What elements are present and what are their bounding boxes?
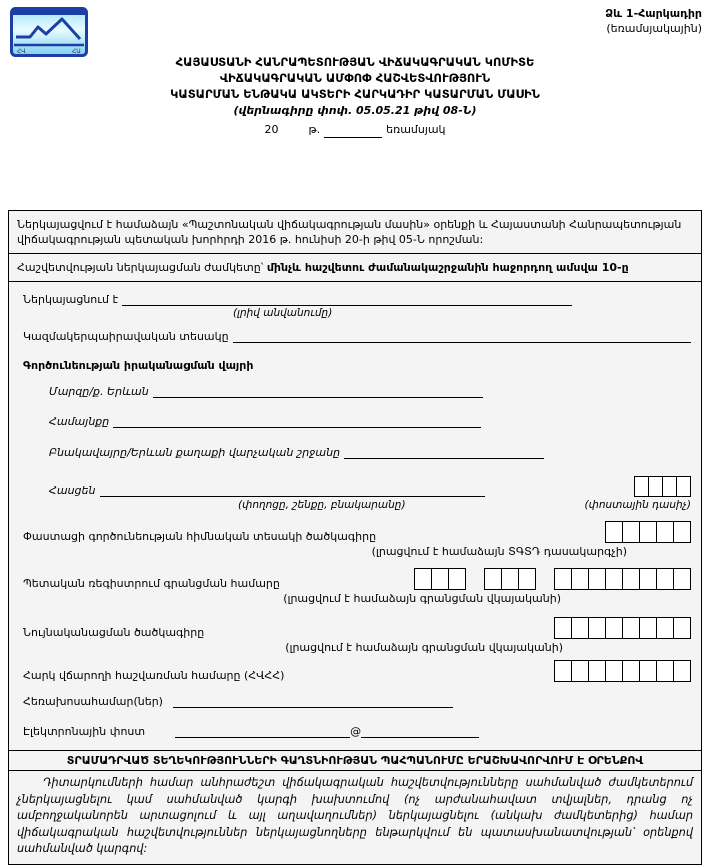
confidentiality-banner: ՏՐԱՄԱԴՐՎԱԾ ՏԵՂԵԿՈՒԹՅՈՒՆՆԵՐԻ ԳԱՂՏՆԻՈՒԹՅԱՆ ՊԱՀՊԱՆՈՒՄԸ ԵՐԱՇԽԱՎՈՐՎՈՒՄ Է ՕՐԵՆՔՈՎ — [9, 751, 701, 771]
form-header — [0, 0, 710, 210]
registry-boxes-group1[interactable] — [414, 568, 466, 590]
postal-code-boxes[interactable] — [634, 476, 691, 497]
marz-label: Մարզը/ք. Երևան — [49, 385, 149, 398]
legal-basis-notice: Ներկայացվում է համաձայն «Պաշտոնական վիճակագրության մասին» օրենքի և Հայաստանի Հանրապետության վիճակագրության պետական խորհրդի 2016 թ. հունիսի 20-ի թիվ 05-Ն որոշման: — [9, 211, 701, 254]
input-cell[interactable] — [673, 568, 691, 590]
email-local-input-line[interactable] — [175, 724, 350, 738]
input-cell[interactable] — [639, 568, 657, 590]
deadline-value: մինչև հաշվետու ժամանակաշրջանին հաջորդող ամսվա 10-ը — [266, 261, 629, 274]
input-cell[interactable] — [648, 476, 663, 497]
settlement-row — [49, 445, 691, 459]
postal-hint: (փոստային դասիչ) — [584, 499, 691, 511]
input-cell[interactable] — [676, 476, 691, 497]
input-cell[interactable] — [634, 476, 649, 497]
input-cell[interactable] — [571, 660, 589, 682]
title-block — [0, 0, 710, 138]
registry-label: Պետական ռեգիստրում գրանցման համարը — [23, 577, 280, 590]
deadline-notice — [9, 254, 701, 282]
armstat-logo — [10, 7, 88, 57]
tin-row — [23, 660, 691, 682]
year-prefix: 20 — [264, 123, 279, 136]
id-code-label: Նույնականացման ծածկագիրը — [23, 626, 205, 639]
presenter-row — [23, 292, 691, 306]
quarter-blank-line[interactable] — [324, 125, 382, 138]
phone-row — [23, 694, 691, 708]
email-row — [23, 724, 691, 738]
input-cell[interactable] — [656, 521, 674, 543]
input-cell[interactable] — [673, 521, 691, 543]
settlement-input-line[interactable] — [344, 445, 544, 459]
legal-form-row — [23, 329, 691, 343]
address-label: Հասցեն — [49, 484, 96, 497]
input-cell[interactable] — [605, 568, 623, 590]
settlement-label: Բնակավայրը/Երևան քաղաքի վարչական շրջանը — [49, 446, 341, 459]
input-cell[interactable] — [605, 521, 623, 543]
activity-row — [23, 521, 691, 543]
input-cell[interactable] — [622, 617, 640, 639]
phone-input-line[interactable] — [173, 694, 453, 708]
year-suffix: թ. — [308, 123, 321, 136]
year-quarter-line — [0, 122, 710, 138]
agency-title: ՀԱՅԱՍՏԱՆԻ ՀԱՆՐԱՊԵՏՈՒԹՅԱՆ ՎԻՃԱԿԱԳՐԱԿԱՆ ԿՈՄԻՏԵ — [175, 55, 535, 69]
svg-text:ՀՎ: ՀՎ — [17, 48, 26, 55]
input-cell[interactable] — [554, 568, 572, 590]
community-input-line[interactable] — [113, 414, 481, 428]
input-cell[interactable] — [484, 568, 502, 590]
input-cell[interactable] — [639, 521, 657, 543]
phone-label: Հեռախոսահամար(ներ) — [23, 695, 163, 708]
email-domain-input-line[interactable] — [361, 724, 479, 738]
registry-row — [23, 568, 691, 590]
tin-boxes[interactable] — [554, 660, 691, 682]
legal-form-label: Կազմակերպաիրավական տեսակը — [23, 330, 229, 343]
registry-boxes-group3[interactable] — [554, 568, 691, 590]
address-input-line[interactable] — [100, 483, 485, 497]
svg-text:ՀԱ: ՀԱ — [72, 48, 81, 55]
fields-section — [9, 282, 701, 751]
input-cell[interactable] — [571, 568, 589, 590]
input-cell[interactable] — [588, 617, 606, 639]
presenter-input-line[interactable] — [122, 292, 572, 306]
marz-input-line[interactable] — [153, 384, 483, 398]
input-cell[interactable] — [414, 568, 432, 590]
input-cell[interactable] — [639, 660, 657, 682]
input-cell[interactable] — [518, 568, 536, 590]
input-cell[interactable] — [622, 660, 640, 682]
amendment-note: (վերնագիրը փոփ. 05.05.21 թիվ 08-Ն) — [233, 104, 477, 117]
input-cell[interactable] — [639, 617, 657, 639]
input-cell[interactable] — [656, 617, 674, 639]
id-code-boxes[interactable] — [554, 617, 691, 639]
registry-boxes-group2[interactable] — [484, 568, 536, 590]
email-at-sign: @ — [350, 725, 362, 738]
input-cell[interactable] — [622, 521, 640, 543]
input-cell[interactable] — [656, 568, 674, 590]
presenter-label: Ներկայացնում է — [23, 293, 119, 306]
input-cell[interactable] — [656, 660, 674, 682]
input-cell[interactable] — [554, 617, 572, 639]
presenter-hint: (լրիվ անվանումը) — [233, 307, 333, 319]
input-cell[interactable] — [605, 617, 623, 639]
input-cell[interactable] — [662, 476, 677, 497]
input-cell[interactable] — [588, 660, 606, 682]
form-periodicity: (եռամսյակային) — [606, 22, 702, 35]
tin-label: Հարկ վճարողի հաշվառման համարը (ՀՎՀՀ) — [23, 669, 285, 682]
input-cell[interactable] — [673, 617, 691, 639]
registry-hint: (լրացվում է համաձայն գրանցման վկայականի) — [283, 592, 561, 605]
id-code-row — [23, 617, 691, 639]
quarter-label: եռամսյակ — [386, 123, 446, 136]
community-label: Համայնքը — [49, 415, 110, 428]
address-row — [49, 476, 691, 497]
activity-code-boxes[interactable] — [605, 521, 691, 543]
address-hints-row — [23, 499, 691, 511]
legal-form-input-line[interactable] — [233, 329, 691, 343]
report-title-1: ՎԻՃԱԿԱԳՐԱԿԱՆ ԱՄՓՈՓ ՀԱՇՎԵՏՎՈՒԹՅՈՒՆ — [219, 71, 491, 85]
id-code-hint: (լրացվում է համաձայն գրանցման վկայականի) — [285, 641, 563, 654]
activity-label: Փաստացի գործունեության հիմնական տեսակի ծածկագիրը — [23, 530, 377, 543]
input-cell[interactable] — [431, 568, 449, 590]
input-cell[interactable] — [448, 568, 466, 590]
form-code-block — [605, 6, 702, 36]
input-cell[interactable] — [554, 660, 572, 682]
liability-notice: Դիտարկումների համար անհրաժեշտ վիճակագրական հաշվետվությունները սահմանված ժամկետերում չներկայացնելու կամ սահմանված կարգի խախտումով (ոչ արժանահավատ տվյալներ, դրանց ոչ ամբողջականորեն արտացոլում և այլ աղավաղումներ) ներկայացնելու (անկախ ժամկետերից) համար վիճակագրական հաշվետվություններ ներկայացնողները ենթարկվում են պատասխանատվության՝ օրենքով սահմանված կարգով: — [17, 776, 693, 855]
community-row — [49, 414, 691, 428]
input-cell[interactable] — [571, 617, 589, 639]
input-cell[interactable] — [622, 568, 640, 590]
address-hint: (փողոցը, շենքը, բնակարանը) — [238, 499, 406, 511]
form-code: Ձև 1-Հարկադիր — [605, 7, 702, 20]
input-cell[interactable] — [501, 568, 519, 590]
form-body — [8, 210, 702, 865]
report-title-2: ԿԱՏԱՐՄԱՆ ԵՆԹԱԿԱ ԱԿՏԵՐԻ ՀԱՐԿԱԴԻՐ ԿԱՏԱՐՄԱՆ ՄԱՍԻՆ — [170, 87, 540, 101]
activity-hint: (լրացվում է համաձայն ՏԳՏԴ դասակարգչի) — [371, 545, 627, 558]
input-cell[interactable] — [673, 660, 691, 682]
location-heading: Գործունեության իրականացման վայրի — [23, 359, 254, 372]
email-label: Էլեկտրոնային փոստ — [23, 725, 146, 738]
marz-row — [49, 384, 691, 398]
deadline-prefix: Հաշվետվության ներկայացման ժամկետը՝ — [17, 261, 267, 274]
input-cell[interactable] — [605, 660, 623, 682]
input-cell[interactable] — [588, 568, 606, 590]
chart-logo-icon — [10, 7, 88, 57]
